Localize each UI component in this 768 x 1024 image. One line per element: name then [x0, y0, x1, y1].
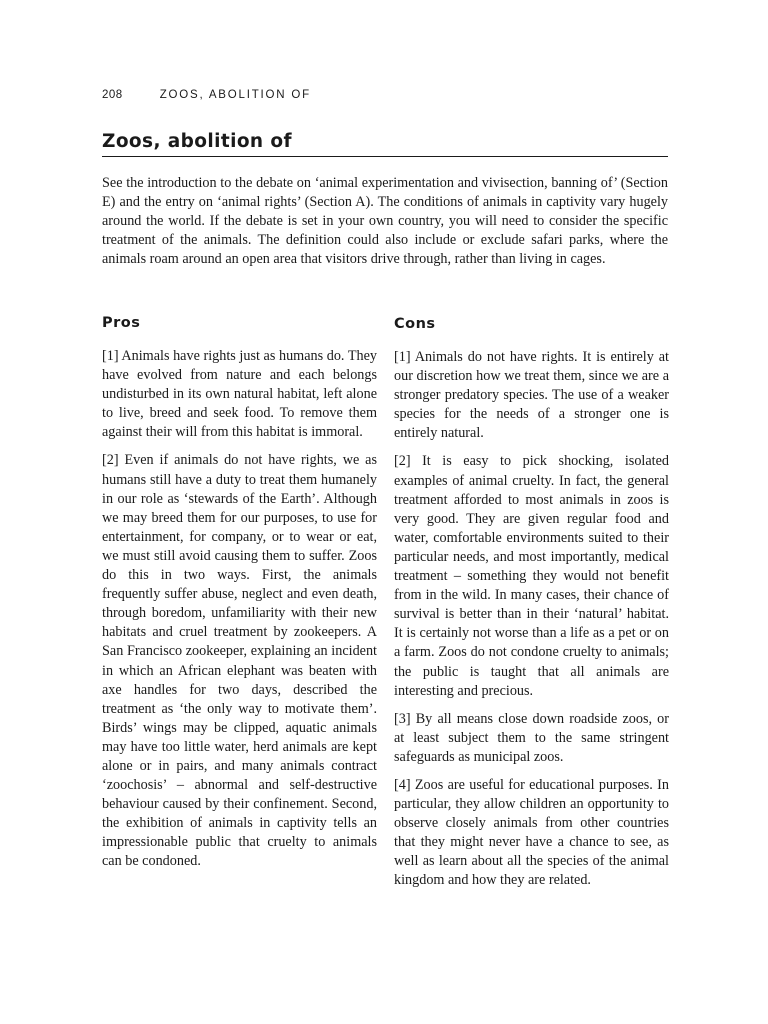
- cons-paragraph-4: [4] Zoos are useful for educational purposes. In particular, they allow children an opportunity to observe closely animals from other countries that they might never have a chance to see, as well as learn about all the species of the animal kingdom and how they are related.: [394, 776, 669, 889]
- cons-paragraph-1: [1] Animals do not have rights. It is entirely at our discretion how we treat them, since we are a stronger predatory species. The use of a weaker species for the needs of a stronger one is entirely natural.: [394, 349, 669, 442]
- page-title: Zoos, abolition of: [102, 131, 292, 152]
- running-title: ZOOS, ABOLITION OF: [159, 89, 311, 101]
- pros-heading: Pros: [102, 315, 141, 331]
- cons-paragraph-3: [3] By all means close down roadside zoos, or at least subject them to the same stringent safeguards as municipal zoos.: [394, 710, 669, 765]
- intro-paragraph: See the introduction to the debate on ‘animal experimentation and vivisection, banning of’ (Section E) and the entry on ‘animal rights’ (Section A). The conditions of animals in captivity vary hugely around the world. If the debate is set in your own country, you will need to consider the specific treatment of the animals. The definition could also include or exclude safari parks, where the animals roam around an open area that visitors drive through, rather than living in cages.: [102, 175, 668, 268]
- title-rule: [102, 156, 668, 157]
- cons-paragraph-2: [2] It is easy to pick shocking, isolated examples of animal cruelty. In fact, the general treatment afforded to most animals in zoos is very good. They are given regular food and water, comfortable environments suited to their particular needs, and most importantly, medical treatment – something they would not benefit from in the wild. In many cases, their chance of survival is better than in their ‘natural’ habitat. It is certainly not worse than a life as a pet or on a farm. Zoos do not condone cruelty to animals; the public is taught that all animals are interesting and precious.: [394, 453, 669, 699]
- page-number: 208: [102, 89, 123, 101]
- running-head: [102, 89, 311, 101]
- pros-paragraph-1: [1] Animals have rights just as humans do. They have evolved from nature and each belongs undisturbed in its own natural habitat, left alone to live, breed and seek food. To remove them against their will from this habitat is immoral.: [102, 348, 377, 441]
- pros-paragraph-2: [2] Even if animals do not have rights, we as humans still have a duty to treat them humanely in our role as ‘stewards of the Earth’. Although we may breed them for our purposes, to use for entertainment, for company, or to wear or eat, we must still avoid causing them to suffer. Zoos do this in two ways. First, the animals frequently suffer abuse, neglect and even death, through boredom, unfamiliarity with their new habitats and cruel treatment by zookeepers. A San Francisco zookeeper, explaining an incident in which an African elephant was beaten with axe handles for two days, described the treatment as ‘the only way to motivate them’. Birds’ wings may be clipped, aquatic animals may have too little water, herd animals are kept alone or in pairs, and many animals contract ‘zoochosis’ – abnormal and self-destructive behaviour caused by their confinement. Second, the exhibition of animals in captivity tells an impressionable public that cruelty to animals can be condoned.: [102, 452, 377, 870]
- pros-column: [102, 313, 377, 881]
- cons-heading: Cons: [394, 316, 436, 332]
- cons-column: [394, 314, 669, 900]
